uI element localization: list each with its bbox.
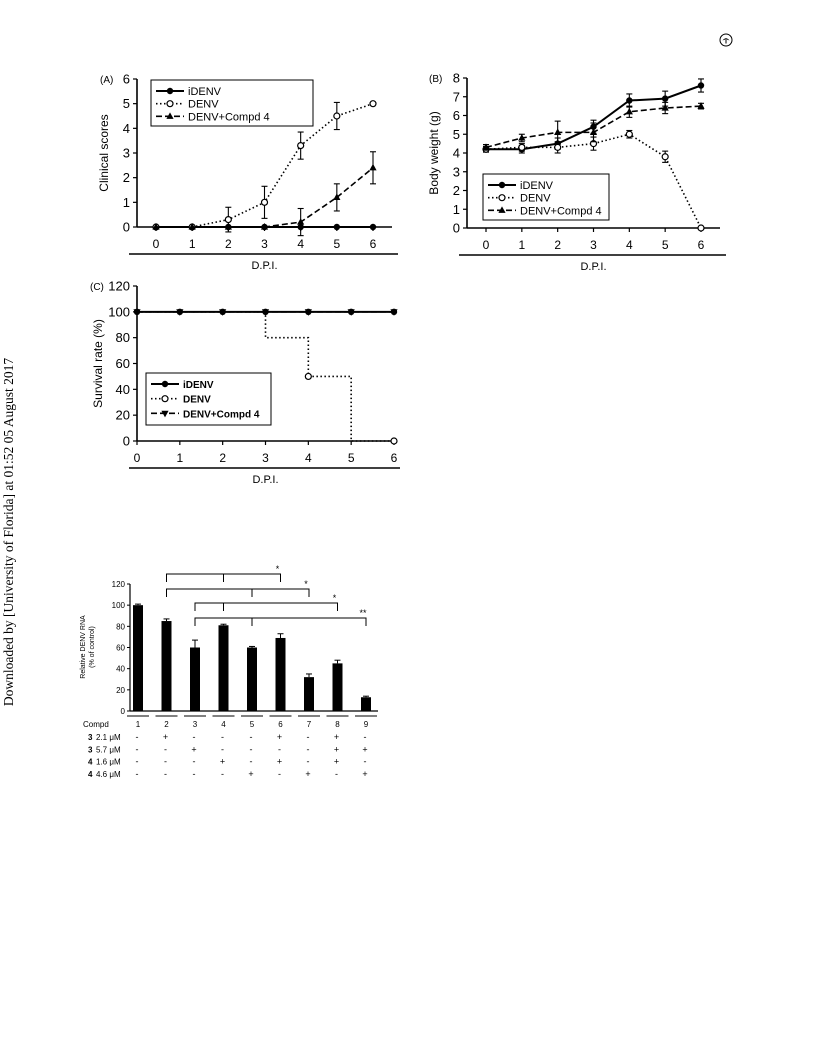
y-tick-label: 6 — [122, 71, 130, 87]
treatment-mark: - — [164, 756, 167, 767]
compd-number: 4 — [88, 769, 93, 779]
legend-marker — [162, 381, 168, 387]
category-label: 7 — [306, 720, 312, 729]
treatment-mark: + — [276, 756, 283, 767]
significance-bracket — [195, 593, 338, 611]
x-tick-label: 1 — [518, 238, 526, 252]
category-label: 6 — [278, 720, 283, 729]
chart-panel-c — [90, 279, 400, 487]
treatment-mark: - — [135, 732, 139, 742]
y-tick-label: 5 — [122, 96, 130, 112]
bracket-line — [195, 618, 366, 626]
legend-marker — [167, 88, 173, 94]
y-tick-label: 60 — [115, 356, 130, 371]
treatment-mark: - — [306, 744, 310, 755]
treatment-mark: + — [333, 732, 340, 742]
bar — [361, 697, 371, 711]
x-tick-label: 2 — [554, 238, 562, 252]
treatment-mark: - — [306, 756, 310, 767]
y-tick-label: 2 — [452, 183, 460, 198]
y-axis-label: Relative DENV RNA — [80, 615, 87, 679]
data-point — [698, 82, 704, 88]
legend-label: DENV — [520, 192, 551, 205]
legend-marker — [167, 101, 173, 107]
y-tick-label: 8 — [452, 70, 460, 86]
data-point — [519, 144, 525, 150]
significance-bracket — [167, 579, 310, 597]
x-tick-label: 5 — [347, 451, 355, 465]
dose-label: 1.6 μM — [96, 757, 121, 767]
y-tick-label: 4 — [122, 120, 130, 136]
data-point — [262, 199, 268, 205]
bar — [190, 648, 200, 712]
treatment-mark: - — [192, 756, 196, 767]
treatment-mark: + — [248, 768, 254, 779]
y-axis-label: Clinical scores — [97, 114, 111, 192]
y-tick-label: 100 — [111, 601, 125, 611]
compd-number: 4 — [88, 757, 93, 767]
data-point — [334, 113, 340, 119]
treatment-mark: - — [278, 768, 281, 779]
category-label: 1 — [135, 720, 141, 729]
data-point — [370, 224, 376, 230]
treatment-mark: - — [335, 768, 338, 779]
legend-label: iDENV — [183, 380, 214, 391]
treatment-mark: + — [162, 732, 169, 742]
data-point — [369, 164, 376, 171]
compd-number: 3 — [88, 733, 93, 742]
category-label: 2 — [164, 720, 169, 729]
x-tick-label: 0 — [133, 451, 141, 465]
y-tick-label: 120 — [111, 580, 125, 589]
treatment-mark: - — [249, 732, 253, 742]
bar — [333, 663, 343, 711]
treatment-mark: - — [135, 744, 139, 755]
y-tick-label: 6 — [452, 108, 460, 123]
treatment-mark: + — [219, 756, 226, 767]
data-point — [662, 154, 668, 160]
bar — [219, 625, 229, 711]
y-tick-label: 5 — [452, 126, 460, 142]
x-tick-label: 6 — [390, 451, 398, 465]
x-tick-label: 5 — [333, 237, 341, 251]
bar — [276, 638, 286, 711]
legend-label: iDENV — [188, 86, 222, 98]
treatment-mark: - — [306, 732, 310, 742]
x-tick-label: 0 — [152, 237, 160, 251]
category-label: 3 — [192, 720, 198, 729]
data-point — [298, 143, 304, 149]
treatment-mark: - — [192, 732, 196, 742]
y-axis-label: (% of control) — [89, 626, 96, 668]
compd-number: 3 — [88, 745, 93, 755]
legend-label: DENV — [188, 98, 219, 111]
treatment-mark: - — [249, 744, 253, 755]
x-tick-label: 3 — [262, 451, 269, 465]
x-tick-label: 1 — [176, 451, 184, 465]
treatment-mark: - — [221, 744, 224, 755]
x-axis-label: D.P.I. — [252, 474, 279, 486]
bracket-line — [195, 603, 338, 611]
treatment-mark: - — [249, 756, 253, 767]
chart-panel-rna-bars — [80, 564, 378, 779]
data-point — [297, 218, 304, 225]
data-point — [698, 225, 704, 231]
dose-label: 4.6 μM — [96, 769, 121, 779]
y-tick-label: 1 — [452, 201, 460, 217]
y-tick-label: 0 — [122, 433, 130, 449]
treatment-mark: - — [221, 732, 224, 742]
compd-label: Compd — [83, 720, 109, 729]
y-tick-label: 120 — [108, 278, 130, 294]
category-label: 5 — [249, 720, 255, 729]
legend-label: iDENV — [520, 180, 554, 192]
y-tick-label: 100 — [108, 304, 130, 320]
treatment-mark: + — [191, 744, 197, 755]
treatment-mark: + — [362, 744, 368, 755]
y-tick-label: 60 — [116, 643, 125, 653]
treatment-mark: - — [363, 732, 367, 742]
y-tick-label: 20 — [115, 407, 130, 423]
legend-marker — [499, 182, 505, 188]
y-tick-label: 4 — [452, 145, 460, 161]
category-label: 8 — [335, 720, 340, 729]
panel-label: (A) — [100, 75, 114, 86]
significance-label: * — [332, 593, 337, 603]
category-label: 9 — [363, 720, 369, 729]
bar — [133, 605, 143, 711]
x-tick-label: 4 — [304, 451, 312, 465]
significance-bracket — [167, 564, 281, 582]
data-point — [555, 144, 561, 150]
y-tick-label: 1 — [122, 194, 130, 210]
treatment-mark: - — [164, 768, 167, 779]
chart-panel-a — [97, 72, 398, 273]
significance-label: * — [304, 579, 308, 589]
data-point — [225, 217, 231, 223]
treatment-mark: + — [276, 732, 283, 742]
data-point — [626, 97, 632, 103]
data-point — [626, 131, 632, 137]
x-axis-label: D.P.I. — [251, 260, 278, 272]
treatment-mark: - — [221, 768, 224, 779]
x-tick-label: 6 — [697, 238, 705, 252]
treatment-mark: - — [192, 768, 196, 779]
y-tick-label: 3 — [122, 145, 130, 161]
treatment-mark: + — [305, 768, 311, 779]
data-point — [305, 373, 311, 379]
legend — [146, 373, 271, 425]
legend-label: DENV+Compd 4 — [183, 409, 260, 421]
y-tick-label: 0 — [452, 220, 460, 236]
treatment-mark: - — [363, 756, 367, 767]
treatment-mark: - — [164, 744, 167, 755]
x-tick-label: 4 — [297, 237, 305, 251]
legend-label: DENV — [183, 394, 211, 406]
y-tick-label: 2 — [122, 170, 130, 186]
y-tick-label: 20 — [116, 685, 125, 695]
category-label: 4 — [221, 720, 226, 729]
y-tick-label: 0 — [120, 707, 125, 716]
y-tick-label: 40 — [116, 664, 125, 674]
significance-label: ** — [359, 608, 367, 618]
bar — [247, 648, 257, 712]
legend — [483, 174, 609, 220]
panel-label: (C) — [90, 282, 104, 293]
y-tick-label: 80 — [116, 622, 125, 632]
panel-label: (B) — [429, 74, 443, 85]
legend-label: DENV+Compd 4 — [520, 205, 602, 218]
significance-bracket — [195, 608, 367, 626]
treatment-mark: + — [333, 756, 340, 767]
x-tick-label: 6 — [369, 237, 377, 251]
y-tick-label: 80 — [115, 330, 130, 346]
treatment-mark: + — [362, 768, 368, 779]
data-point — [334, 224, 340, 230]
y-axis-label: Survival rate (%) — [91, 319, 105, 408]
bracket-line — [167, 589, 310, 597]
data-point — [370, 101, 376, 107]
x-tick-label: 4 — [625, 238, 633, 252]
x-tick-label: 3 — [590, 238, 597, 252]
legend-marker — [499, 195, 505, 201]
chart-panel-b — [427, 71, 726, 274]
x-tick-label: 3 — [261, 237, 268, 251]
x-tick-label: 5 — [661, 238, 669, 252]
treatment-mark: - — [135, 768, 139, 779]
x-tick-label: 2 — [219, 451, 227, 465]
y-tick-label: 0 — [122, 219, 130, 235]
y-tick-label: 40 — [115, 381, 130, 397]
significance-label: * — [275, 564, 280, 574]
legend-label: DENV+Compd 4 — [188, 111, 270, 124]
legend-marker — [162, 396, 168, 402]
treatment-mark: - — [135, 756, 139, 767]
x-tick-label: 0 — [482, 238, 490, 252]
data-point — [662, 95, 668, 101]
x-tick-label: 2 — [224, 237, 232, 251]
legend — [151, 80, 313, 126]
download-attribution: Downloaded by [University of Florida] at 01:52 05 August 2017 — [1, 357, 16, 707]
x-tick-label: 1 — [188, 237, 196, 251]
data-point — [391, 438, 397, 444]
y-tick-label: 3 — [452, 164, 460, 180]
dose-label: 5.7 μM — [96, 745, 121, 755]
series-denv-compd-4 — [133, 309, 397, 316]
bar — [162, 621, 172, 711]
treatment-mark: - — [278, 744, 281, 755]
y-tick-label: 7 — [452, 89, 460, 105]
bar — [304, 677, 314, 711]
x-axis-label: D.P.I. — [580, 261, 607, 273]
treatment-mark: + — [333, 744, 340, 755]
dose-label: 2.1 μM — [96, 733, 121, 742]
y-axis-label: Body weight (g) — [427, 111, 441, 195]
